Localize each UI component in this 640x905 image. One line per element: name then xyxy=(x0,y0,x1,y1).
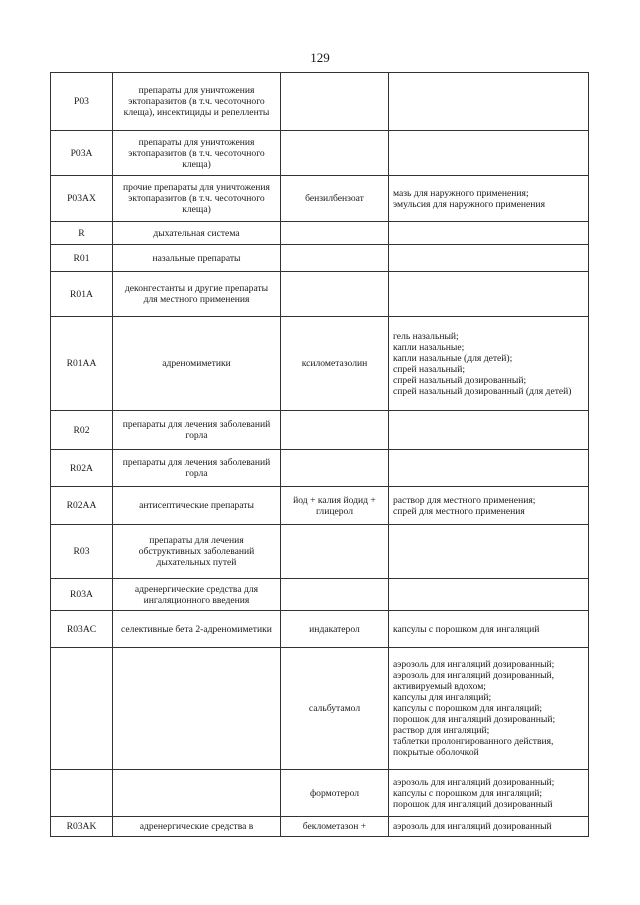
dosage-forms-cell xyxy=(389,317,589,411)
atc-code-cell: R03AK xyxy=(51,817,113,837)
drug-name-cell xyxy=(281,73,389,131)
anatomical-group-cell: адренергические средства в xyxy=(113,817,281,837)
table-row xyxy=(51,525,589,579)
dosage-form-line: капсулы с порошком для ингаляций; xyxy=(393,787,543,799)
drug-name-cell: йод + калия йодид + глицерол xyxy=(281,487,389,525)
drug-name-cell xyxy=(281,245,389,272)
anatomical-group-cell: селективные бета 2-адреномиметики xyxy=(113,611,281,648)
table-row xyxy=(51,450,589,487)
atc-code-cell: R03A xyxy=(51,579,113,611)
anatomical-group-cell: антисептические препараты xyxy=(113,487,281,525)
drug-name-cell: ксилометазолин xyxy=(281,317,389,411)
drug-name-cell xyxy=(281,450,389,487)
anatomical-group-cell: адреномиметики xyxy=(113,317,281,411)
anatomical-group-cell: препараты для уничтожения эктопаразитов (в т.ч. чесоточного клеща), инсектициды и репелленты xyxy=(113,73,281,131)
table-row xyxy=(51,648,589,770)
table-row xyxy=(51,411,589,450)
dosage-forms-cell xyxy=(389,411,589,450)
dosage-form-line: спрей для местного применения xyxy=(393,505,525,517)
anatomical-group-cell: препараты для лечения обструктивных заболеваний дыхательных путей xyxy=(113,525,281,579)
atc-code-cell: P03A xyxy=(51,131,113,176)
anatomical-group-cell xyxy=(113,648,281,770)
table-row xyxy=(51,131,589,176)
dosage-form-line: порошок для ингаляций дозированный; xyxy=(393,714,556,725)
dosage-form-line: спрей назальный дозированный (для детей) xyxy=(393,385,572,397)
table-row xyxy=(51,611,589,648)
anatomical-group-cell: препараты для лечения заболеваний горла xyxy=(113,411,281,450)
dosage-forms-cell xyxy=(389,648,589,770)
dosage-form-line: эмульсия для наружного применения xyxy=(393,198,545,210)
atc-code-cell: R01 xyxy=(51,245,113,272)
atc-code-cell: R03AC xyxy=(51,611,113,648)
dosage-forms-cell xyxy=(389,525,589,579)
table-row xyxy=(51,176,589,222)
atc-code-cell: P03AX xyxy=(51,176,113,222)
anatomical-group-cell: адренергические средства для ингаляционного введения xyxy=(113,579,281,611)
atc-code-cell: R01AA xyxy=(51,317,113,411)
dosage-form-line: аэрозоль для ингаляций дозированный xyxy=(393,821,552,832)
table-row xyxy=(51,487,589,525)
table-row xyxy=(51,73,589,131)
table-row xyxy=(51,272,589,317)
dosage-form-line: аэрозоль для ингаляций дозированный; xyxy=(393,776,555,788)
table-row xyxy=(51,222,589,245)
dosage-form-line: капли назальные (для детей); xyxy=(393,352,513,364)
dosage-forms-cell xyxy=(389,73,589,131)
dosage-form-line: капсулы для ингаляций; xyxy=(393,692,492,703)
anatomical-group-cell: деконгестанты и другие препараты для местного применения xyxy=(113,272,281,317)
table-row xyxy=(51,770,589,817)
anatomical-group-cell: назальные препараты xyxy=(113,245,281,272)
table-row xyxy=(51,245,589,272)
dosage-forms-cell xyxy=(389,131,589,176)
dosage-form-line: таблетки пролонгированного действия, покрытые оболочкой xyxy=(393,736,554,758)
drug-name-cell: индакатерол xyxy=(281,611,389,648)
drug-name-cell: формотерол xyxy=(281,770,389,817)
atc-code-cell xyxy=(51,648,113,770)
anatomical-group-cell: препараты для лечения заболеваний горла xyxy=(113,450,281,487)
atc-code-cell: P03 xyxy=(51,73,113,131)
dosage-form-line: аэрозоль для ингаляций дозированный, активируемый вдохом; xyxy=(393,670,555,692)
dosage-forms-cell xyxy=(389,611,589,648)
drug-name-cell: бензилбензоат xyxy=(281,176,389,222)
drug-name-cell xyxy=(281,272,389,317)
drug-name-cell xyxy=(281,525,389,579)
page-number: 129 xyxy=(310,50,330,65)
dosage-form-line: раствор для местного применения; xyxy=(393,494,536,506)
dosage-form-line: спрей назальный; xyxy=(393,363,466,375)
dosage-form-line: капсулы с порошком для ингаляций xyxy=(393,623,540,635)
drug-name-cell xyxy=(281,222,389,245)
anatomical-group-cell xyxy=(113,770,281,817)
drug-name-cell xyxy=(281,131,389,176)
table-row xyxy=(51,317,589,411)
table-row xyxy=(51,817,589,837)
atc-code-cell: R02 xyxy=(51,411,113,450)
dosage-forms-cell xyxy=(389,272,589,317)
dosage-forms-cell xyxy=(389,222,589,245)
drug-table xyxy=(50,72,589,837)
atc-code-cell xyxy=(51,770,113,817)
table-row xyxy=(51,579,589,611)
dosage-forms-cell xyxy=(389,770,589,817)
dosage-form-line: спрей назальный дозированный; xyxy=(393,374,527,386)
atc-code-cell: R02A xyxy=(51,450,113,487)
atc-code-cell: R03 xyxy=(51,525,113,579)
dosage-form-line: капсулы с порошком для ингаляций; xyxy=(393,703,543,714)
dosage-form-line: гель назальный; xyxy=(393,330,459,342)
drug-name-cell: беклометазон + xyxy=(281,817,389,837)
anatomical-group-cell: прочие препараты для уничтожения эктопаразитов (в т.ч. чесоточного клеща) xyxy=(113,176,281,222)
dosage-forms-cell xyxy=(389,176,589,222)
dosage-form-line: капли назальные; xyxy=(393,341,465,353)
anatomical-group-cell: препараты для уничтожения эктопаразитов (в т.ч. чесоточного клеща) xyxy=(113,131,281,176)
atc-code-cell: R xyxy=(51,222,113,245)
atc-code-cell: R02AA xyxy=(51,487,113,525)
atc-code-cell: R01A xyxy=(51,272,113,317)
drug-name-cell xyxy=(281,411,389,450)
dosage-forms-cell xyxy=(389,245,589,272)
dosage-forms-cell xyxy=(389,579,589,611)
dosage-form-line: мазь для наружного применения; xyxy=(393,187,529,199)
dosage-forms-cell xyxy=(389,450,589,487)
dosage-form-line: порошок для ингаляций дозированный xyxy=(393,798,553,810)
drug-name-cell: сальбутамол xyxy=(281,648,389,770)
anatomical-group-cell: дыхательная система xyxy=(113,222,281,245)
dosage-form-line: раствор для ингаляций; xyxy=(393,725,490,736)
drug-name-cell xyxy=(281,579,389,611)
dosage-form-line: аэрозоль для ингаляций дозированный; xyxy=(393,659,555,670)
dosage-forms-cell xyxy=(389,817,589,837)
dosage-forms-cell xyxy=(389,487,589,525)
